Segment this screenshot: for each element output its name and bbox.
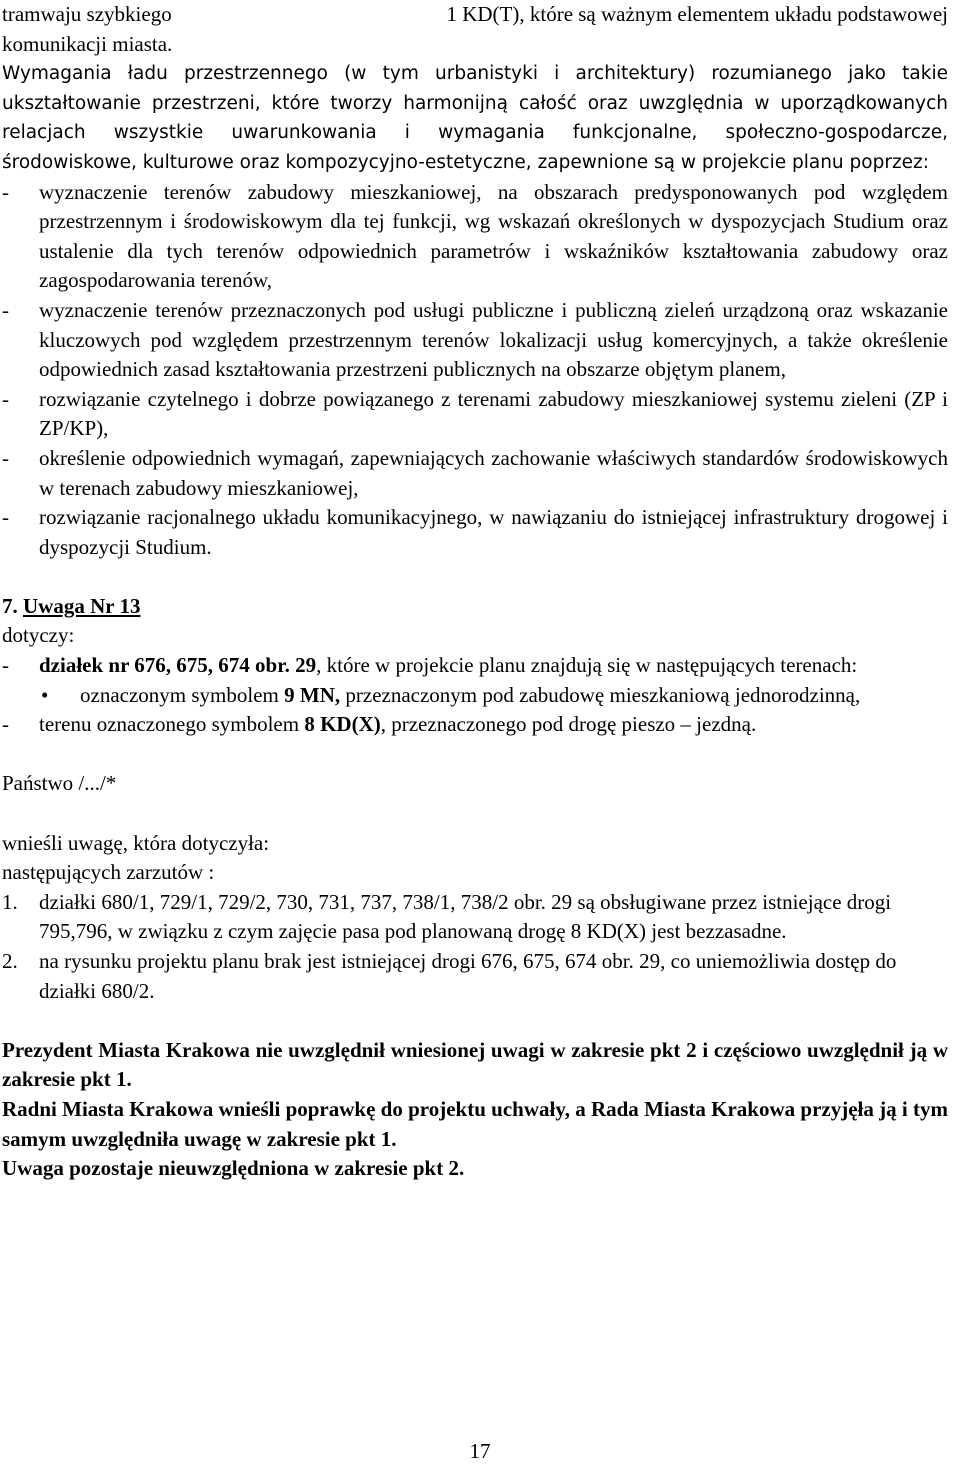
dash-list-item bbox=[2, 296, 948, 385]
section-heading bbox=[2, 592, 948, 622]
intro-line-1-right: 1 KD(T), które są ważnym elementem układu podstawowej bbox=[446, 2, 948, 26]
decision-council-text: Radni Miasta Krakowa wnieśli poprawkę do projektu uchwały, a Rada Miasta Krakowa przyjęła ją i tym samym uwzględniła uwagę w zakresie pkt 1. bbox=[2, 1096, 948, 1151]
item-text: na rysunku projektu planu brak jest istniejącej drogi 676, 675, 674 obr. 29, co uniemożliwia dostęp do działki 680/2. bbox=[39, 949, 897, 1003]
dash-marker: - bbox=[2, 445, 9, 470]
dash-list-text: wyznaczenie terenów przeznaczonych pod usługi publiczne i publiczną zieleń urządzoną oraz wskazanie kluczowych pod względem przestrzennym terenów lokalizacji usług komercyjnych, a także określenie odpowiednich zasad kształtowania przestrzeni publicznych na obszarze objętym planem, bbox=[39, 297, 948, 382]
item-text: działki 680/1, 729/1, 729/2, 730, 731, 737, 738/1, 738/2 obr. 29 są obsługiwane przez istniejące drogi 795,796, w związku z czym zajęcie pasa pod planowaną drogę 8 KD(X) jest bezzasadne. bbox=[39, 889, 892, 944]
dash-list-text: wyznaczenie terenów zabudowy mieszkaniowej, na obszarach predysponowanych pod względem przestrzennym i środowiskowym dla tej funkcji, wg wskazań określonych w dyspozycjach Studium oraz ustalenie dla tych terenów odpowiednich parametrów i wskaźników kształtowania zabudowy oraz zagospodarowania terenów, bbox=[39, 179, 948, 293]
page-number: 17 bbox=[469, 1439, 491, 1463]
symbol-9mn: 9 MN, bbox=[284, 682, 341, 707]
decision-president-text: Prezydent Miasta Krakowa nie uwzględnił wniesionej uwagi w zakresie pkt 2 i częściowo uwzględnił ją w zakresie pkt 1. bbox=[2, 1037, 948, 1092]
dash-marker: - bbox=[2, 653, 9, 678]
dotyczy-label: dotyczy: bbox=[2, 623, 75, 648]
dash-list-text: określenie odpowiednich wymagań, zapewniających zachowanie właściwych standardów środowiskowych w terenach zabudowy mieszkaniowej, bbox=[39, 445, 948, 500]
dash-list-item bbox=[2, 503, 948, 562]
numbered-item bbox=[2, 888, 948, 947]
parcel-item bbox=[2, 651, 948, 681]
decision-final bbox=[2, 1154, 948, 1184]
bullet-icon: • bbox=[41, 682, 49, 707]
section-title: Uwaga Nr 13 bbox=[23, 593, 141, 618]
bullet-item bbox=[2, 681, 948, 711]
wniesli-line: wnieśli uwagę, która dotyczyła: bbox=[2, 830, 270, 855]
dash-list-item bbox=[2, 385, 948, 444]
spacer bbox=[2, 799, 948, 829]
bullet-text bbox=[80, 681, 948, 711]
bullet-text-pre: oznaczonym symbolem bbox=[80, 682, 285, 707]
parcel-item-text bbox=[39, 651, 948, 681]
parcel-rest: , które w projekcie planu znajdują się w następujących terenach: bbox=[316, 653, 858, 678]
section-number: 7. bbox=[2, 593, 18, 618]
dash-marker: - bbox=[2, 712, 9, 737]
spacer bbox=[2, 740, 948, 770]
document-page bbox=[2, 0, 948, 1184]
panstwo-line: Państwo /.../* bbox=[2, 771, 117, 796]
bullet-text-post: przeznaczonym pod zabudowę mieszkaniową jednorodzinną, bbox=[340, 682, 861, 707]
terrain-pre: terenu oznaczonego symbolem bbox=[39, 712, 305, 737]
dash-list-item bbox=[2, 178, 948, 296]
intro-line-1-left: tramwaju szybkiego bbox=[2, 2, 172, 26]
symbol-8kdx: 8 KD(X) bbox=[304, 712, 381, 737]
item-number: 2. bbox=[2, 949, 18, 973]
terrain-post: , przeznaczonego pod drogę pieszo – jezdną. bbox=[380, 712, 757, 737]
decision-president bbox=[2, 1036, 948, 1095]
terrain-item-text bbox=[39, 710, 948, 740]
zarzuty-intro: następujących zarzutów : bbox=[2, 860, 215, 885]
decision-final-text: Uwaga pozostaje nieuwzględniona w zakresie pkt 2. bbox=[2, 1156, 465, 1181]
dash-marker: - bbox=[2, 505, 9, 530]
dash-list-text: rozwiązanie czytelnego i dobrze powiązanego z terenami zabudowy mieszkaniowej systemu zieleni (ZP i ZP/KP), bbox=[39, 386, 948, 441]
terrain-item bbox=[2, 710, 948, 740]
intro-line-1 bbox=[2, 0, 948, 30]
dash-list-text: rozwiązanie racjonalnego układu komunikacyjnego, w nawiązaniu do istniejącej infrastruktury drogowej i dyspozycji Studium. bbox=[39, 505, 948, 559]
dash-list-item bbox=[2, 444, 948, 503]
dash-marker: - bbox=[2, 297, 9, 322]
dash-marker: - bbox=[2, 179, 9, 204]
numbered-item bbox=[2, 947, 948, 1006]
dash-marker: - bbox=[2, 386, 9, 411]
spacer bbox=[2, 1006, 948, 1036]
decision-council bbox=[2, 1095, 948, 1154]
intro-paragraph: Wymagania ładu przestrzennego (w tym urbanistyki i architektury) rozumianego jako takie ukształtowanie przestrzeni, które tworzy harmonijną całość oraz uwzględnia w uporządkowanych relacjach wszystkie uwarunkowania i wymagania funkcjonalne, społeczno-gospodarcze, środowiskowe, kulturowe oraz kompozycyjno-estetyczne, zapewnione są w projekcie planu poprzez: bbox=[2, 63, 948, 173]
spacer bbox=[2, 562, 948, 592]
parcel-numbers: działek nr 676, 675, 674 obr. 29 bbox=[39, 653, 317, 678]
item-number: 1. bbox=[2, 889, 18, 914]
intro-line-2: komunikacji miasta. bbox=[2, 31, 173, 56]
